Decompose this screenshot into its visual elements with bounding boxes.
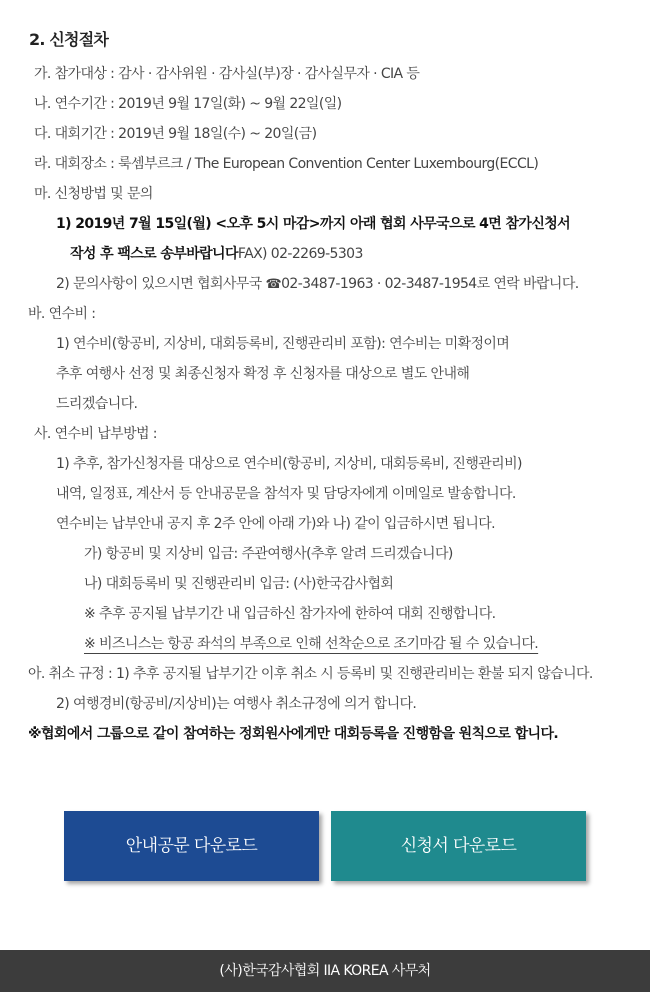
- inquiry-line: [56, 274, 579, 295]
- inquiry-text: 2) 문의사항이 있으시면 협회사무국: [56, 276, 266, 292]
- payment-note-1: ※ 추후 공지될 납부기간 내 입금하신 참가자에 한하여 대회 진행합니다.: [84, 606, 496, 622]
- form-download-button[interactable]: 신청서 다운로드: [331, 811, 586, 881]
- item-target: 가. 참가대상 : 감사 · 감사위원 · 감사실(부)장 · 감사실무자 · CIA 등: [34, 66, 420, 82]
- final-note: ※협회에서 그룹으로 같이 참여하는 정회원사에게만 대회등록을 진행함을 원칙으로 합니다.: [28, 726, 559, 742]
- cancellation-line-2: 2) 여행경비(항공비/지상비)는 여행사 취소규정에 의거 합니다.: [56, 696, 417, 712]
- payment-line-1: 1) 추후, 참가신청자를 대상으로 연수비(항공비, 지상비, 대회등록비, 진행관리비): [56, 456, 522, 472]
- fax-line: [70, 244, 363, 264]
- telephone-icon: ☎: [265, 277, 282, 292]
- section-title: 2. 신청절차: [29, 30, 109, 49]
- inquiry-phones: 02-3487-1963 · 02-3487-1954로 연락 바랍니다.: [281, 276, 579, 292]
- payment-registration: 나) 대회등록비 및 진행관리비 입금: (사)한국감사협회: [84, 576, 394, 592]
- footer: (사)한국감사협회 IIA KOREA 사무처: [0, 950, 650, 992]
- payment-note-2: ※ 비즈니스는 항공 좌석의 부족으로 인해 선착순으로 조기마감 될 수 있습니다.: [84, 636, 539, 652]
- fax-instruction: 작성 후 팩스로 송부바랍니다: [70, 246, 238, 262]
- fee-line-2: 추후 여행사 선정 및 최종신청자 확정 후 신청자를 대상으로 별도 안내해: [56, 366, 470, 382]
- payment-line-2: 내역, 일정표, 계산서 등 안내공문을 참석자 및 담당자에게 이메일로 발송합니다.: [56, 486, 516, 502]
- application-deadline-line: 1) 2019년 7월 15일(월) <오후 5시 마감>까지 아래 협회 사무국으로 4면 참가신청서: [56, 216, 571, 232]
- item-fee: 바. 연수비 :: [28, 306, 96, 322]
- item-cancellation: 아. 취소 규정 : 1) 추후 공지될 납부기간 이후 취소 시 등록비 및 진행관리비는 환불 되지 않습니다.: [28, 666, 593, 682]
- item-application-method: 마. 신청방법 및 문의: [34, 186, 153, 202]
- payment-airfare: 가) 항공비 및 지상비 입금: 주관여행사(추후 알려 드리겠습니다): [84, 546, 453, 562]
- item-training-period: 나. 연수기간 : 2019년 9월 17일(화) ~ 9월 22일(일): [34, 96, 342, 112]
- fee-line-1: 1) 연수비(항공비, 지상비, 대회등록비, 진행관리비 포함): 연수비는 미확정이며: [56, 336, 510, 352]
- item-venue: 라. 대회장소 : 룩셈부르크 / The European Convention Center Luxembourg(ECCL): [34, 156, 539, 172]
- notice-download-button[interactable]: 안내공문 다운로드: [64, 811, 319, 881]
- payment-line-3: 연수비는 납부안내 공지 후 2주 안에 아래 가)와 나) 같이 입금하시면 됩니다.: [56, 516, 496, 532]
- item-payment-method: 사. 연수비 납부방법 :: [34, 426, 157, 442]
- fax-number: FAX) 02-2269-5303: [237, 246, 363, 262]
- item-conference-period: 다. 대회기간 : 2019년 9월 18일(수) ~ 20일(금): [34, 126, 317, 142]
- fee-line-3: 드리겠습니다.: [56, 396, 138, 412]
